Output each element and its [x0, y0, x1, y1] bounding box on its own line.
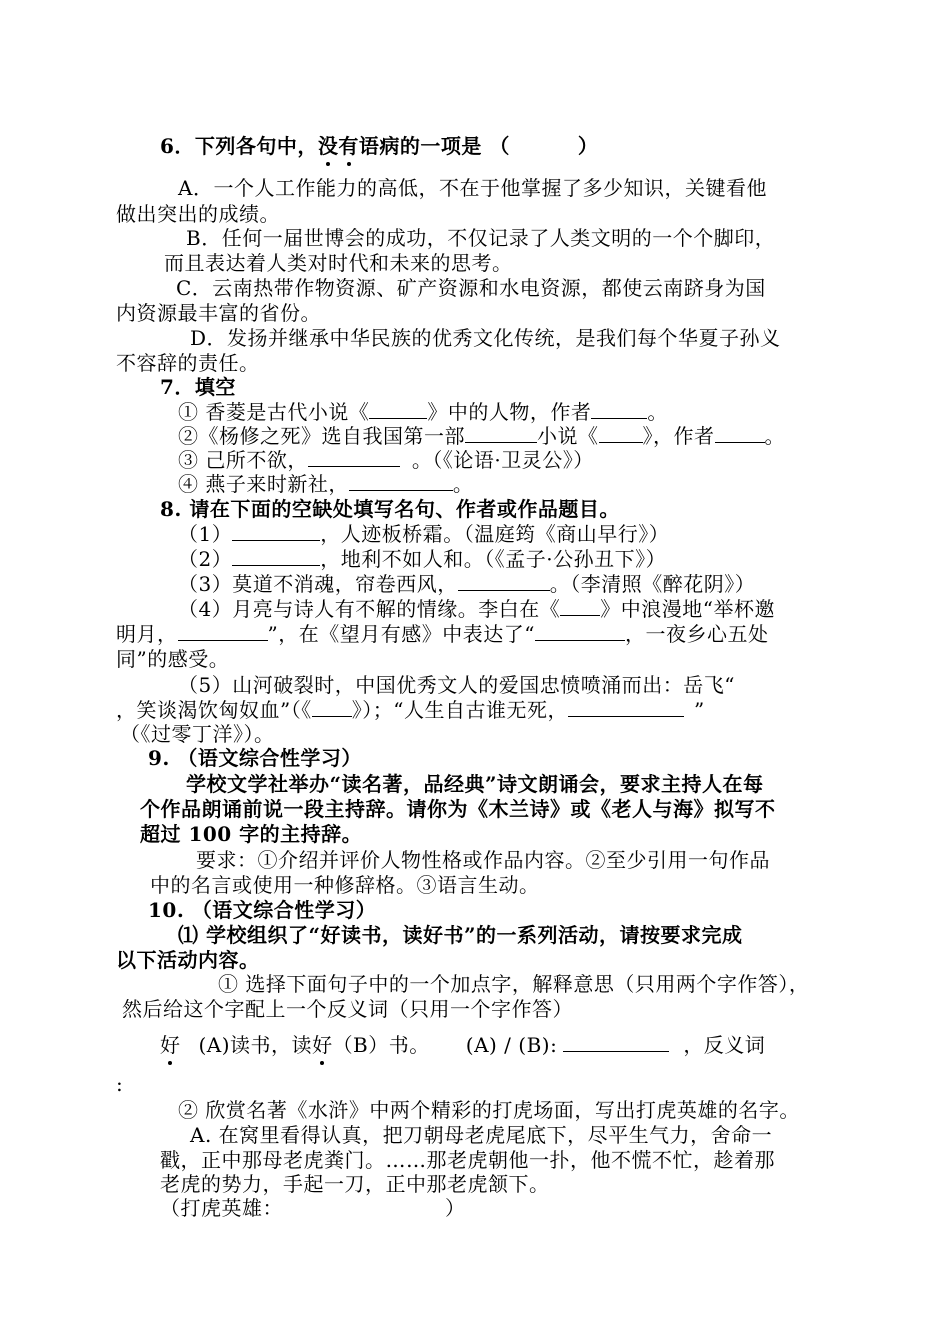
- q8-title: 8. 请在下面的空缺处填写名句、作者或作品题目。: [160, 497, 620, 521]
- q6-option-b-line2: 而且表达着人类对时代和未来的思考。: [164, 251, 513, 275]
- q6-option-c-line1: C．云南热带作物资源、矿产资源和水电资源，都使云南跻身为国: [176, 276, 766, 300]
- blank[interactable]: [458, 572, 550, 591]
- q8-item-4-line1: （4）月亮与诗人有不解的情缘。李白在《 》中浪漫地“举杯邀: [178, 597, 775, 621]
- blank[interactable]: [560, 597, 600, 616]
- q8-item-5-line3: （《过零丁洋》）。: [120, 722, 275, 746]
- blank[interactable]: [369, 400, 427, 419]
- q6-option-a-line1: A．一个人工作能力的高低，不在于他掌握了多少知识，关键看他: [178, 176, 767, 200]
- q9-prompt-line3: 超过 100 字的主持辞。: [140, 822, 363, 846]
- blank[interactable]: [599, 424, 643, 443]
- q9-requirements-line1: 要求：①介绍并评价人物性格或作品内容。②至少引用一句作品: [196, 848, 770, 872]
- blank[interactable]: [349, 472, 453, 491]
- q9-prompt-line1: 学校文学社举办“读名著，品经典”诗文朗诵会，要求主持人在每: [186, 772, 764, 796]
- blank[interactable]: [715, 424, 765, 443]
- q10-title: 10. （语文综合性学习）: [148, 898, 377, 922]
- q8-item-2: （2） ，地利不如人和。（《孟子·公孙丑下》）: [178, 547, 667, 571]
- blank[interactable]: [568, 698, 684, 717]
- blank[interactable]: [232, 547, 320, 566]
- q8-item-5-line1: （5）山河破裂时，中国优秀文人的爱国忠愤喷涌而出：岳飞“: [178, 673, 735, 697]
- q6-title: 6．下列各句中，没有语病的一项是 （ ）: [160, 134, 599, 158]
- q6-option-c-line2: 内资源最丰富的省份。: [116, 301, 321, 325]
- answer-blank[interactable]: [563, 1033, 669, 1052]
- q10-task2: ② 欣赏名著《水浒》中两个精彩的打虎场面，写出打虎英雄的名字。: [178, 1098, 800, 1122]
- q9-prompt-line2: 个作品朗诵前说一段主持辞。请你为《木兰诗》或《老人与海》拟写不: [140, 797, 776, 821]
- q7-item-3: ③ 己所不欲， 。（《论语·卫灵公》）: [178, 448, 594, 472]
- blank[interactable]: [312, 698, 352, 717]
- blank[interactable]: [308, 448, 400, 467]
- q10-passage-a-line2: 戳，正中那母老虎粪门。……那老虎朝他一扑，他不慌不忙，趁着那: [160, 1148, 775, 1172]
- q10-task1-line1: ① 选择下面句子中的一个加点字，解释意思（只用两个字作答），: [218, 972, 810, 996]
- q8-item-4-line3: 同”的感受。: [116, 647, 230, 671]
- emph-char-hao: 好: [312, 1033, 333, 1057]
- q10-colon: :: [116, 1072, 124, 1096]
- q10-task1-line2: 然后给这个字配上一个反义词（只用一个字作答）: [122, 997, 573, 1021]
- q7-title: 7．填空: [160, 375, 236, 399]
- q9-title: 9. （语文综合性学习）: [148, 746, 362, 770]
- blank[interactable]: [535, 622, 625, 641]
- blank[interactable]: [591, 400, 647, 419]
- q6-emph-char: 没: [317, 134, 339, 158]
- q10-passage-a-line1: A. 在窝里看得认真，把刀朝母老虎尾底下，尽平生气力，舍命一: [190, 1123, 773, 1147]
- q10-section1-line2: 以下活动内容。: [116, 948, 260, 972]
- q8-item-1: （1） ，人迹板桥霜。（温庭筠《商山早行》）: [178, 522, 670, 546]
- q6-option-d-line2: 不容辞的责任。: [116, 351, 260, 375]
- q10-passage-a-line3: 老虎的势力，手起一刀，正中那老虎颔下。: [160, 1172, 550, 1196]
- q6-emph-char: 有: [338, 134, 359, 158]
- q10-example-sentence: 好 (A)读书，读好（B）书。 (A) / (B): ，反义词: [160, 1033, 766, 1057]
- q8-item-3: （3）莫道不消魂，帘卷西风， 。（李清照《醉花阴》）: [178, 572, 756, 596]
- q8-item-5-line2: ，笑谈渴饮匈奴血”（《 》）；“人生自古谁无死， ”: [116, 698, 705, 722]
- q6-option-a-line2: 做出突出的成绩。: [116, 202, 280, 226]
- q9-requirements-line2: 中的名言或使用一种修辞格。③语言生动。: [150, 873, 540, 897]
- q10-hero-answer: （打虎英雄： ）: [160, 1196, 466, 1220]
- blank[interactable]: [178, 622, 268, 641]
- q7-item-1: ① 香菱是古代小说《 》中的人物，作者 。: [178, 400, 668, 424]
- q6-option-b-line1: B．任何一届世博会的成功，不仅记录了人类文明的一个个脚印，: [186, 226, 776, 250]
- q7-item-4: ④ 燕子来时新社， 。: [178, 472, 474, 496]
- q7-item-2: ②《杨修之死》选自我国第一部 小说《 》，作者 。: [178, 424, 785, 448]
- blank[interactable]: [232, 522, 320, 541]
- emph-char-hao: 好: [160, 1033, 181, 1057]
- q8-item-4-line2: 明月， ”，在《望月有感》中表达了“ ，一夜乡心五处: [116, 622, 769, 646]
- q6-option-d-line1: D．发扬并继承中华民族的优秀文化传统，是我们每个华夏子孙义: [190, 326, 781, 350]
- q10-section1-line1: ⑴ 学校组织了“好读书，读好书”的一系列活动，请按要求完成: [178, 923, 743, 947]
- blank[interactable]: [465, 424, 537, 443]
